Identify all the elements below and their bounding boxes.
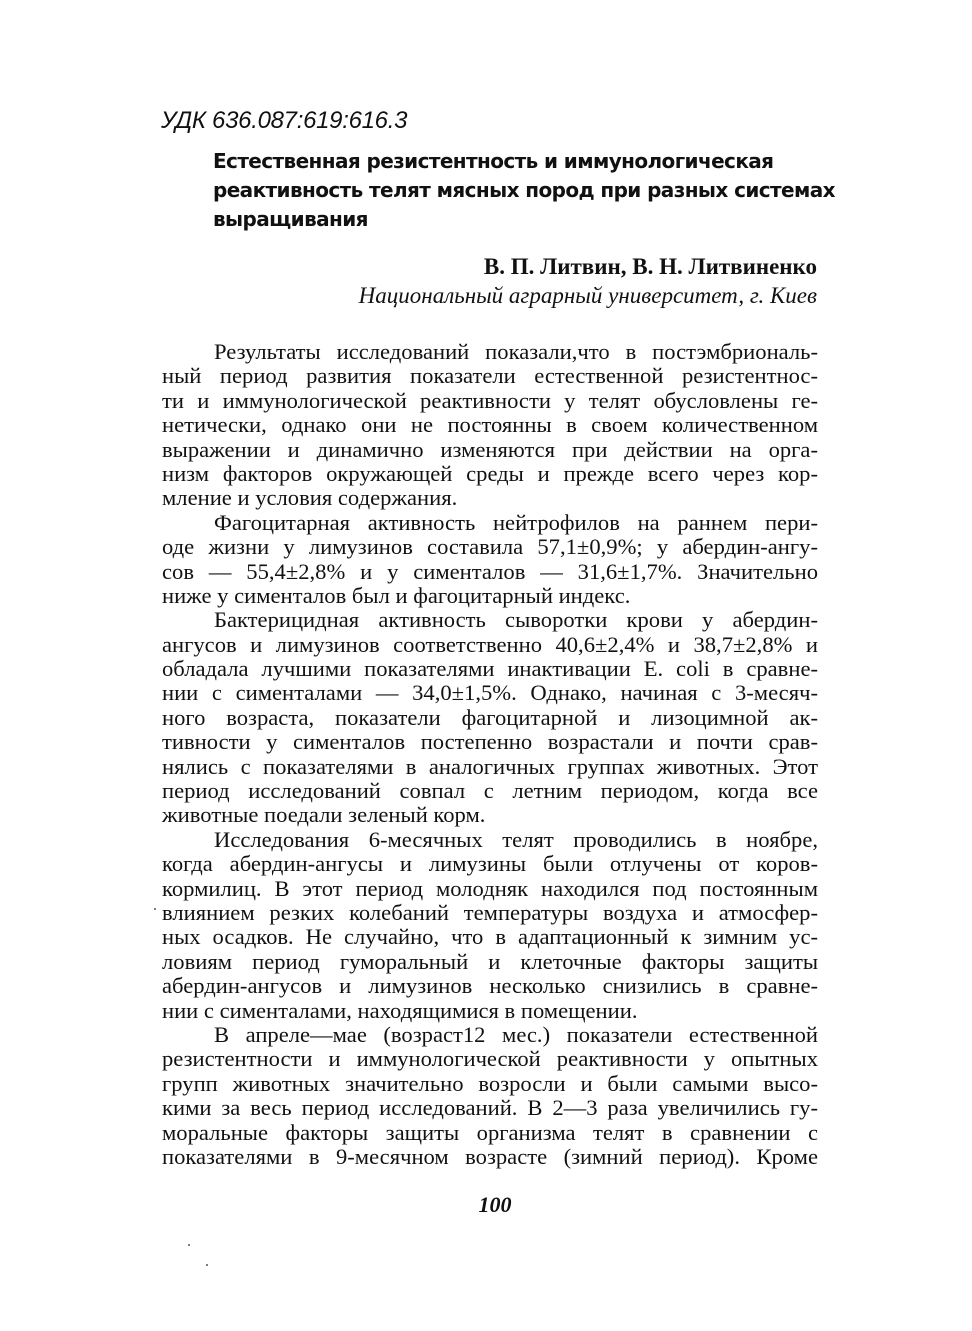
author-block (359, 252, 817, 310)
body-line: тивности у сименталов постепенно возрастали и почти срав- (162, 729, 818, 755)
body-line: ного возраста, показатели фагоцитарной и лизоцимной ак- (162, 704, 818, 730)
body-line: животные поедали зеленый корм. (162, 802, 486, 828)
scan-speck (206, 1264, 208, 1266)
body-line: кими за весь период исследований. В 2—3 раза увеличились гу- (162, 1095, 818, 1121)
body-line: нетически, однако они не постоянны в своем количественном (162, 412, 818, 438)
body-line: показателями в 9-месячном возрасте (зимний период). Кроме (162, 1143, 818, 1169)
body-line: оде жизни у лимузинов составила 57,1±0,9%; у абердин-ангу- (162, 534, 818, 560)
author-affiliation: Национальный аграрный университет, г. Киев (358, 283, 817, 308)
body-line: Бактерицидная активность сыворотки крови у абердин- (214, 607, 818, 633)
body-line: Фагоцитарная активность нейтрофилов на раннем пери- (214, 509, 818, 535)
body-line: нии с сименталами, находящимися в помещении. (162, 997, 638, 1023)
body-line: нии с сименталами — 34,0±1,5%. Однако, начиная с 3-месяч- (162, 680, 818, 706)
body-line: ниже у сименталов был и фагоцитарный индекс. (162, 582, 631, 608)
body-line: ловиям период гуморальный и клеточные факторы защиты (162, 948, 818, 974)
body-line: низм факторов окружающей среды и прежде всего через кор- (162, 460, 818, 486)
body-line: когда абердин-ангусы и лимузины были отлучены от коров- (162, 851, 818, 877)
article-body (162, 340, 818, 1169)
body-line: выражении и динамично изменяются при действии на орга- (162, 436, 818, 462)
article-title (213, 147, 853, 234)
scan-speck (188, 1244, 190, 1246)
body-line: кормилиц. В этот период молодняк находился под постоянным (162, 875, 818, 901)
body-line: В апреле—мае (возраст12 мес.) показатели естественной (214, 1021, 818, 1047)
body-line: обладала лучшими показателями инактивации E. coli в сравне- (162, 656, 818, 682)
body-line: Исследования 6-месячных телят проводились в ноябре, (214, 826, 818, 852)
body-line: ангусов и лимузинов соответственно 40,6±2,4% и 38,7±2,8% и (162, 631, 818, 657)
author-names: В. П. Литвин, В. Н. Литвиненко (483, 254, 817, 279)
title-line: Естественная резистентность и иммунологическая (213, 149, 774, 173)
body-line: резистентности и иммунологической реактивности у опытных (162, 1046, 818, 1072)
title-line: реактивность телят мясных пород при разных системах (213, 178, 835, 202)
body-line: ный период развития показатели естественной резистентнос- (162, 363, 818, 389)
body-line: сов — 55,4±2,8% и у сименталов — 31,6±1,7%. Значительно (162, 558, 818, 584)
body-line: мление и условия содержания. (162, 485, 458, 511)
body-line: ти и иммунологической реактивности у телят обусловлены ге- (162, 387, 818, 413)
page-number: 100 (478, 1192, 512, 1217)
title-line: выращивания (213, 207, 368, 231)
body-line: нялись с показателями в аналогичных группах животных. Этот (162, 753, 818, 779)
body-line: период исследований совпал с летним периодом, когда все (162, 778, 818, 804)
body-line: ных осадков. Не случайно, что в адаптационный к зимним ус- (162, 924, 818, 950)
body-line: Результаты исследований показали,что в постэмбриональ- (214, 339, 818, 364)
body-line: влиянием резких колебаний температуры воздуха и атмосфер- (162, 899, 818, 925)
udk-code: УДК 636.087:619:616.3 (161, 107, 408, 134)
body-line: групп животных значительно возросли и были самыми высо- (162, 1070, 818, 1096)
scan-speck (154, 908, 156, 910)
body-line: абердин-ангусов и лимузинов несколько снизились в сравне- (162, 973, 818, 999)
body-line: моральные факторы защиты организма телят в сравнении с (162, 1119, 818, 1145)
